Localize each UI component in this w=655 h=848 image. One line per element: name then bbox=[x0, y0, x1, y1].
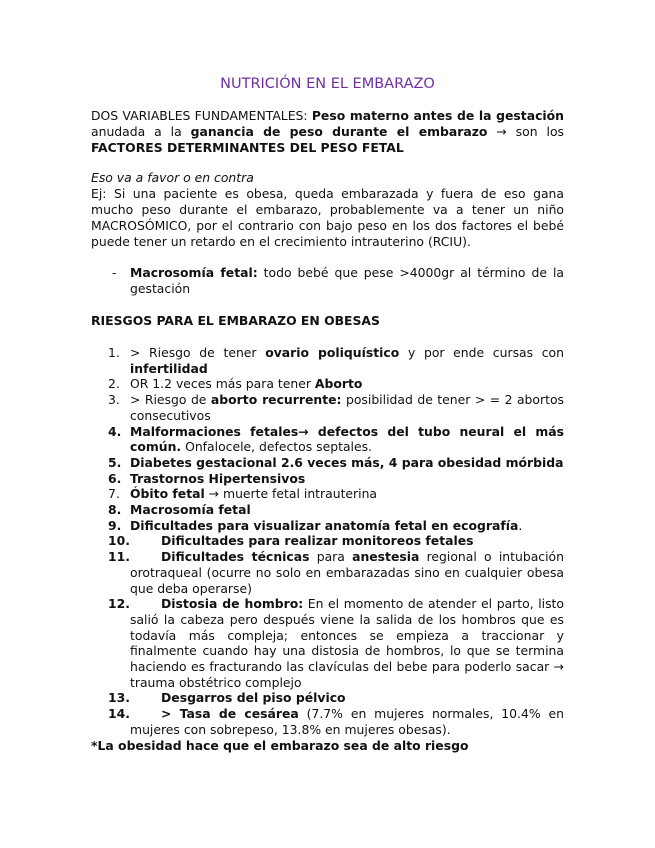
bullet-text: todo bebé que pese >4000gr al término de la gestación bbox=[130, 265, 564, 296]
item-text: . bbox=[518, 517, 523, 533]
item-bold: anestesia bbox=[352, 549, 420, 565]
item-bold: Dificultades para realizar monitoreos fetales bbox=[161, 533, 474, 549]
bullet-dash: - bbox=[112, 265, 117, 280]
document-page bbox=[91, 74, 564, 754]
list-item bbox=[91, 549, 564, 596]
item-bold: ovario poliquístico bbox=[265, 345, 400, 360]
item-number: 2. bbox=[108, 376, 120, 392]
item-bold: Diabetes gestacional 2.6 veces más, 4 para obesidad mórbida bbox=[130, 454, 564, 470]
macrosomia-bullet bbox=[91, 265, 564, 297]
item-number: 1. bbox=[108, 345, 120, 360]
intro-text-2: anudada a la bbox=[91, 124, 191, 139]
list-item bbox=[91, 518, 564, 534]
final-note: *La obesidad hace que el embarazo sea de alto riesgo bbox=[91, 737, 469, 753]
list-item bbox=[91, 690, 564, 706]
list-item bbox=[91, 455, 564, 471]
item-text: regional o intubación orotraqueal (ocurre no solo en embarazadas sino en cualquier obesa que deba operarse) bbox=[130, 549, 564, 596]
intro-paragraph bbox=[91, 108, 564, 156]
list-item bbox=[91, 533, 564, 549]
item-bold: Dificultades para visualizar anatomía fetal en ecografía bbox=[130, 517, 519, 533]
list-item bbox=[91, 502, 564, 518]
item-number: 10. bbox=[108, 533, 130, 549]
item-number: 3. bbox=[108, 392, 120, 408]
item-number: 11. bbox=[108, 549, 130, 565]
item-bold: > Tasa de cesárea bbox=[161, 706, 299, 722]
italic-note: Eso va a favor o en contra bbox=[91, 170, 254, 185]
bullet-bold: Macrosomía fetal: bbox=[130, 265, 258, 280]
intro-text-3: → son los bbox=[487, 124, 564, 139]
item-text: > Riesgo de tener bbox=[130, 345, 266, 360]
item-text: posibilidad de tener > = 2 abortos consecutivos bbox=[130, 392, 564, 423]
list-item bbox=[91, 392, 564, 423]
item-number: 13. bbox=[108, 690, 130, 706]
item-bold: aborto recurrente: bbox=[210, 392, 342, 408]
item-number: 14. bbox=[108, 706, 130, 722]
item-bold: Dificultades técnicas bbox=[161, 549, 310, 565]
list-item bbox=[91, 706, 564, 737]
item-bold: Trastornos Hipertensivos bbox=[130, 470, 306, 486]
list-item bbox=[91, 596, 564, 690]
item-bold: Aborto bbox=[314, 376, 363, 392]
item-number: 5. bbox=[108, 454, 122, 470]
item-bold: Distosia de hombro: bbox=[161, 596, 304, 612]
intro-text-1: DOS VARIABLES FUNDAMENTALES: bbox=[91, 108, 312, 123]
item-text: En el momento de atender el parto, listo salió la cabeza pero después viene la salida de los hombros que es todavía más compleja; entonces se empieza a traccionar y finalmente cuando hay una distosia de hombros, lo que se termina haciendo es fracturando las clavículas del bebe para poderlo sacar → trauma obstétrico complejo bbox=[130, 596, 564, 690]
page-title: NUTRICIÓN EN EL EMBARAZO bbox=[220, 76, 435, 92]
example-paragraph: Ej: Si una paciente es obesa, queda embarazada y fuera de eso gana mucho peso durante el embarazo, probablemente va a tener un niño MACROSÓMICO, por el contrario con bajo peso en los dos factores el bebé puede tener un retardo en el crecimiento intrauterino (RCIU). bbox=[91, 186, 564, 249]
risks-list bbox=[91, 345, 564, 738]
item-number: 12. bbox=[108, 596, 130, 612]
intro-bold-1: Peso materno antes de la gestación bbox=[311, 108, 564, 123]
item-text: Onfalocele, defectos septales. bbox=[181, 439, 373, 455]
item-text: y por ende cursas con bbox=[399, 345, 564, 360]
intro-bold-2: ganancia de peso durante el embarazo bbox=[190, 124, 488, 139]
item-bold: Desgarros del piso pélvico bbox=[161, 690, 346, 706]
list-item bbox=[91, 376, 564, 392]
list-item bbox=[91, 345, 564, 376]
item-number: 7. bbox=[108, 486, 120, 502]
intro-bold-3: FACTORES DETERMINANTES DEL PESO FETAL bbox=[91, 140, 404, 155]
list-item bbox=[91, 424, 564, 455]
item-number: 8. bbox=[108, 502, 122, 518]
item-number: 4. bbox=[108, 423, 122, 439]
item-number: 6. bbox=[108, 470, 122, 486]
item-bold: Óbito fetal bbox=[130, 486, 205, 502]
item-bold: infertilidad bbox=[130, 360, 208, 376]
item-number: 9. bbox=[108, 517, 122, 533]
item-text: → muerte fetal intrauterina bbox=[204, 486, 378, 502]
item-text: OR 1.2 veces más para tener bbox=[130, 376, 315, 392]
item-text: para bbox=[309, 549, 353, 565]
list-item bbox=[91, 486, 564, 502]
item-bold: Macrosomía fetal bbox=[130, 502, 251, 518]
item-bold: Malformaciones fetales→ defectos del tubo neural el más común. bbox=[130, 423, 564, 455]
risks-heading: RIESGOS PARA EL EMBARAZO EN OBESAS bbox=[91, 313, 380, 328]
item-text: > Riesgo de bbox=[130, 392, 211, 408]
item-text: (7.7% en mujeres normales, 10.4% en mujeres con sobrepeso, 13.8% en mujeres obesas). bbox=[130, 706, 564, 737]
list-item bbox=[91, 471, 564, 487]
